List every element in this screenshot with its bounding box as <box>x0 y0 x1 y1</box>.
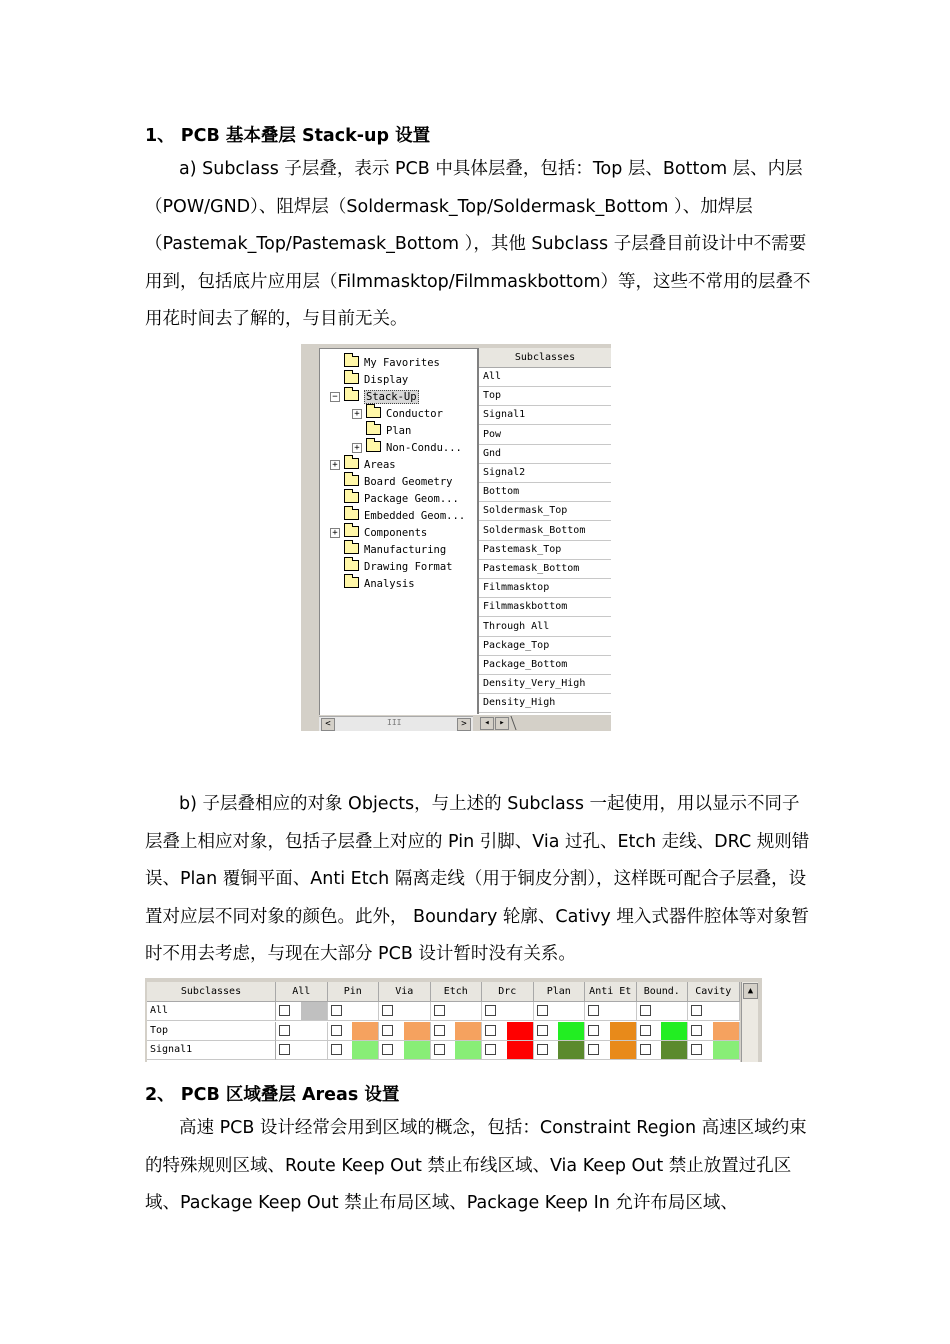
visibility-checkbox[interactable] <box>691 1005 702 1016</box>
tree-item-label: Manufacturing <box>364 544 447 556</box>
subclass-item[interactable]: Bottom <box>479 483 611 502</box>
visibility-checkbox[interactable] <box>485 1044 496 1055</box>
tree-item-label: Components <box>364 527 428 539</box>
color-grid-screenshot <box>145 978 762 1062</box>
grid-cell[interactable] <box>482 1022 534 1041</box>
grid-cell[interactable] <box>276 1022 328 1041</box>
visibility-checkbox[interactable] <box>279 1044 290 1055</box>
scroll-thumb-grip[interactable]: III <box>387 718 402 727</box>
visibility-checkbox[interactable] <box>279 1005 290 1016</box>
visibility-checkbox[interactable] <box>331 1025 342 1036</box>
folder-icon <box>366 407 381 418</box>
subclass-item[interactable]: Package_Top <box>479 637 611 656</box>
folder-icon <box>344 577 359 588</box>
visibility-checkbox[interactable] <box>691 1044 702 1055</box>
visibility-checkbox[interactable] <box>279 1025 290 1036</box>
subclass-item[interactable]: Package_Bottom <box>479 656 611 675</box>
tab-navigation-bar[interactable] <box>477 716 611 730</box>
paragraph-b <box>145 786 817 974</box>
visibility-checkbox[interactable] <box>331 1005 342 1016</box>
grid-column-header[interactable]: Pin <box>328 982 380 1002</box>
expand-icon[interactable]: + <box>352 443 362 453</box>
color-swatch[interactable] <box>404 1022 430 1040</box>
grid-header-subclasses: Subclasses <box>147 982 276 1002</box>
grid-column-header[interactable]: Plan <box>534 982 586 1002</box>
tree-item[interactable] <box>344 576 415 592</box>
color-swatch[interactable] <box>661 1022 687 1040</box>
subclass-item[interactable]: Density_Very_High <box>479 675 611 694</box>
visibility-checkbox[interactable] <box>640 1005 651 1016</box>
folder-icon <box>344 390 359 401</box>
tree-item-label: Conductor <box>386 408 443 420</box>
tree-item[interactable] <box>332 457 396 473</box>
tree-item[interactable] <box>344 474 453 490</box>
grid-row-label: Signal1 <box>147 1041 276 1060</box>
visibility-checkbox[interactable] <box>640 1044 651 1055</box>
expand-icon[interactable]: + <box>330 460 340 470</box>
tree-item-label: Display <box>364 374 409 386</box>
color-grid <box>147 982 740 1062</box>
grid-row-label: All <box>147 1002 276 1021</box>
grid-cell[interactable] <box>585 1041 637 1060</box>
visibility-checkbox[interactable] <box>485 1005 496 1016</box>
tree-item[interactable] <box>332 389 419 405</box>
grid-row-label: Top <box>147 1022 276 1041</box>
subclass-item[interactable]: Density_High <box>479 694 611 713</box>
folder-icon <box>344 543 359 554</box>
color-swatch[interactable] <box>352 1041 378 1059</box>
subclass-item[interactable]: Through All <box>479 618 611 637</box>
visibility-checkbox[interactable] <box>537 1044 548 1055</box>
tab-next-icon[interactable]: ▸ <box>495 717 509 730</box>
visibility-checkbox[interactable] <box>640 1025 651 1036</box>
tree-item[interactable] <box>366 423 411 439</box>
folder-icon <box>344 458 359 469</box>
subclass-item[interactable]: Pow <box>479 426 611 445</box>
folder-icon <box>344 492 359 503</box>
grid-cell[interactable] <box>637 1041 689 1060</box>
grid-cell[interactable] <box>637 1022 689 1041</box>
folder-icon <box>366 424 381 435</box>
scroll-left-icon[interactable]: < <box>321 718 335 731</box>
visibility-checkbox[interactable] <box>434 1044 445 1055</box>
grid-cell[interactable] <box>585 1022 637 1041</box>
grid-cell[interactable] <box>328 1022 380 1041</box>
tree-item[interactable] <box>332 525 428 541</box>
visibility-checkbox[interactable] <box>588 1025 599 1036</box>
subclass-item[interactable]: Signal2 <box>479 464 611 483</box>
grid-cell[interactable] <box>328 1002 380 1021</box>
visibility-checkbox[interactable] <box>691 1025 702 1036</box>
grid-cell[interactable] <box>534 1022 586 1041</box>
color-swatch[interactable] <box>713 1022 739 1040</box>
paragraph-b-text: b) 子层叠相应的对象 Objects，与上述的 Subclass 一起使用，用以显示不同子层叠上相应对象，包括子层叠上对应的 Pin 引脚、Via 过孔、Etch 走线、DRC 规则错误、Plan 覆铜平面、Anti Etch 隔离走线（用于铜皮分割），这样既可配合子层叠，设置对应层不同对象的颜色。此外， Boundary 轮廓、Cativy 埋入式器件腔体等对象暂时不用去考虑，与现在大部分 PCB 设计暂时没有关系。 <box>145 794 810 964</box>
visibility-checkbox[interactable] <box>588 1044 599 1055</box>
section2-paragraph-text: 高速 PCB 设计经常会用到区域的概念，包括：Constraint Region 高速区域约束的特殊规则区域、Route Keep Out 禁止布线区域、Via Keep Out 禁止放置过孔区域、Package Keep Out 禁止布局区域、Package Keep In 允许布局区域、 <box>145 1118 807 1213</box>
subclass-item[interactable]: Filmmaskbottom <box>479 598 611 617</box>
grid-column-header[interactable]: Bound. <box>637 982 689 1002</box>
subclasses-panel <box>477 348 611 714</box>
tab-prev-icon[interactable]: ◂ <box>480 717 494 730</box>
visibility-checkbox[interactable] <box>382 1005 393 1016</box>
tree-item-label: Areas <box>364 459 396 471</box>
tree-item-label: Drawing Format <box>364 561 453 573</box>
grid-column-header[interactable]: Anti Et <box>585 982 637 1002</box>
grid-vertical-scrollbar[interactable] <box>741 982 758 1062</box>
visibility-checkbox[interactable] <box>537 1025 548 1036</box>
tree-item-label: Plan <box>386 425 412 437</box>
paragraph-a-text: a) Subclass 子层叠，表示 PCB 中具体层叠，包括：Top 层、Bottom 层、内层（POW/GND）、阻焊层（Soldermask_Top/Soldermask_Bottom ）、加焊层（Pastemak_Top/Pastemask_Bottom ），其他 Subclass 子层叠目前设计中不需要用到，包括底片应用层（Filmmasktop/Filmmaskbottom）等，这些不常用的层叠不用花时间去了解的，与目前无关。 <box>145 159 811 329</box>
grid-cell[interactable] <box>688 1041 740 1060</box>
color-swatch[interactable] <box>507 1022 533 1040</box>
grid-cell[interactable] <box>431 1041 483 1060</box>
tree-item-label: Embedded Geom... <box>364 510 466 522</box>
color-swatch[interactable] <box>610 1041 636 1059</box>
tree-horizontal-scrollbar[interactable] <box>319 716 473 731</box>
tree-item-label: Analysis <box>364 578 415 590</box>
grid-cell[interactable] <box>482 1002 534 1021</box>
grid-column-header[interactable]: Via <box>379 982 431 1002</box>
grid-cell[interactable] <box>585 1002 637 1021</box>
tree-item-label: Non-Condu... <box>386 442 462 454</box>
color-swatch[interactable] <box>455 1041 481 1059</box>
grid-column-header[interactable]: Drc <box>482 982 534 1002</box>
color-swatch[interactable] <box>455 1022 481 1040</box>
tree-item[interactable] <box>344 491 459 507</box>
expand-icon[interactable]: + <box>330 528 340 538</box>
tree-item[interactable] <box>354 406 443 422</box>
grid-cell[interactable] <box>328 1041 380 1060</box>
visibility-checkbox[interactable] <box>331 1044 342 1055</box>
grid-cell[interactable] <box>379 1002 431 1021</box>
folder-icon <box>344 509 359 520</box>
tree-item-label: Stack-Up <box>366 391 417 403</box>
visibility-checkbox[interactable] <box>434 1025 445 1036</box>
subclass-item[interactable]: Soldermask_Bottom <box>479 522 611 541</box>
collapse-icon[interactable]: − <box>330 392 340 402</box>
subclass-item[interactable]: Filmmasktop <box>479 579 611 598</box>
subclass-item[interactable]: Gnd <box>479 445 611 464</box>
color-swatch[interactable] <box>558 1022 584 1040</box>
tree-item-label: My Favorites <box>364 357 440 369</box>
subclass-item[interactable]: All <box>479 368 611 387</box>
grid-cell[interactable] <box>276 1002 328 1021</box>
subclass-item[interactable]: Top <box>479 387 611 406</box>
subclass-item[interactable]: Pastemask_Bottom <box>479 560 611 579</box>
tree-item[interactable] <box>354 440 462 456</box>
visibility-checkbox[interactable] <box>382 1025 393 1036</box>
grid-cell[interactable] <box>637 1002 689 1021</box>
visibility-checkbox[interactable] <box>382 1044 393 1055</box>
tab-edge <box>510 716 536 730</box>
grid-cell[interactable] <box>688 1002 740 1021</box>
color-swatch[interactable] <box>404 1041 430 1059</box>
color-swatch[interactable] <box>352 1022 378 1040</box>
grid-cell[interactable] <box>534 1041 586 1060</box>
grid-cell[interactable] <box>431 1002 483 1021</box>
visibility-checkbox[interactable] <box>537 1005 548 1016</box>
folder-icon <box>366 441 381 452</box>
visibility-checkbox[interactable] <box>485 1025 496 1036</box>
grid-cell[interactable] <box>534 1002 586 1021</box>
folder-icon <box>344 356 359 367</box>
section1-heading: 1、 PCB 基本叠层 Stack-up 设置 <box>145 126 431 146</box>
tree-item[interactable] <box>344 542 446 558</box>
expand-icon[interactable]: + <box>352 409 362 419</box>
paragraph-a <box>145 151 817 339</box>
color-swatch[interactable] <box>713 1041 739 1059</box>
section2-paragraph <box>145 1110 817 1223</box>
grid-column-header[interactable]: All <box>276 982 328 1002</box>
color-swatch[interactable] <box>558 1041 584 1059</box>
folder-icon <box>344 526 359 537</box>
grid-cell[interactable] <box>431 1022 483 1041</box>
grid-cell[interactable] <box>688 1022 740 1041</box>
tree-item-label: Package Geom... <box>364 493 459 505</box>
scroll-right-icon[interactable]: > <box>457 718 471 731</box>
grid-cell[interactable] <box>276 1041 328 1060</box>
color-swatch[interactable] <box>610 1022 636 1040</box>
stackup-screenshot <box>301 344 611 731</box>
tree-item-label: Board Geometry <box>364 476 453 488</box>
folder-icon <box>344 560 359 571</box>
tree-item[interactable] <box>344 508 465 524</box>
tree-item[interactable] <box>344 372 408 388</box>
subclass-item[interactable]: Pastemask_Top <box>479 541 611 560</box>
grid-column-header[interactable]: Cavity <box>688 982 740 1002</box>
color-swatch[interactable] <box>507 1041 533 1059</box>
subclass-item[interactable]: Soldermask_Top <box>479 502 611 521</box>
section2-heading: 2、 PCB 区域叠层 Areas 设置 <box>145 1085 400 1105</box>
subclass-item[interactable]: Signal1 <box>479 406 611 425</box>
visibility-checkbox[interactable] <box>588 1005 599 1016</box>
color-swatch[interactable] <box>301 1002 327 1020</box>
subclasses-header: Subclasses <box>479 348 611 368</box>
folder-icon <box>344 475 359 486</box>
grid-cell[interactable] <box>379 1041 431 1060</box>
tree-item[interactable] <box>344 355 440 371</box>
grid-cell[interactable] <box>379 1022 431 1041</box>
visibility-checkbox[interactable] <box>434 1005 445 1016</box>
tree-item[interactable] <box>344 559 453 575</box>
grid-cell[interactable] <box>482 1041 534 1060</box>
folder-icon <box>344 373 359 384</box>
color-swatch[interactable] <box>661 1041 687 1059</box>
scroll-up-icon[interactable]: ▲ <box>743 983 758 999</box>
grid-column-header[interactable]: Etch <box>431 982 483 1002</box>
